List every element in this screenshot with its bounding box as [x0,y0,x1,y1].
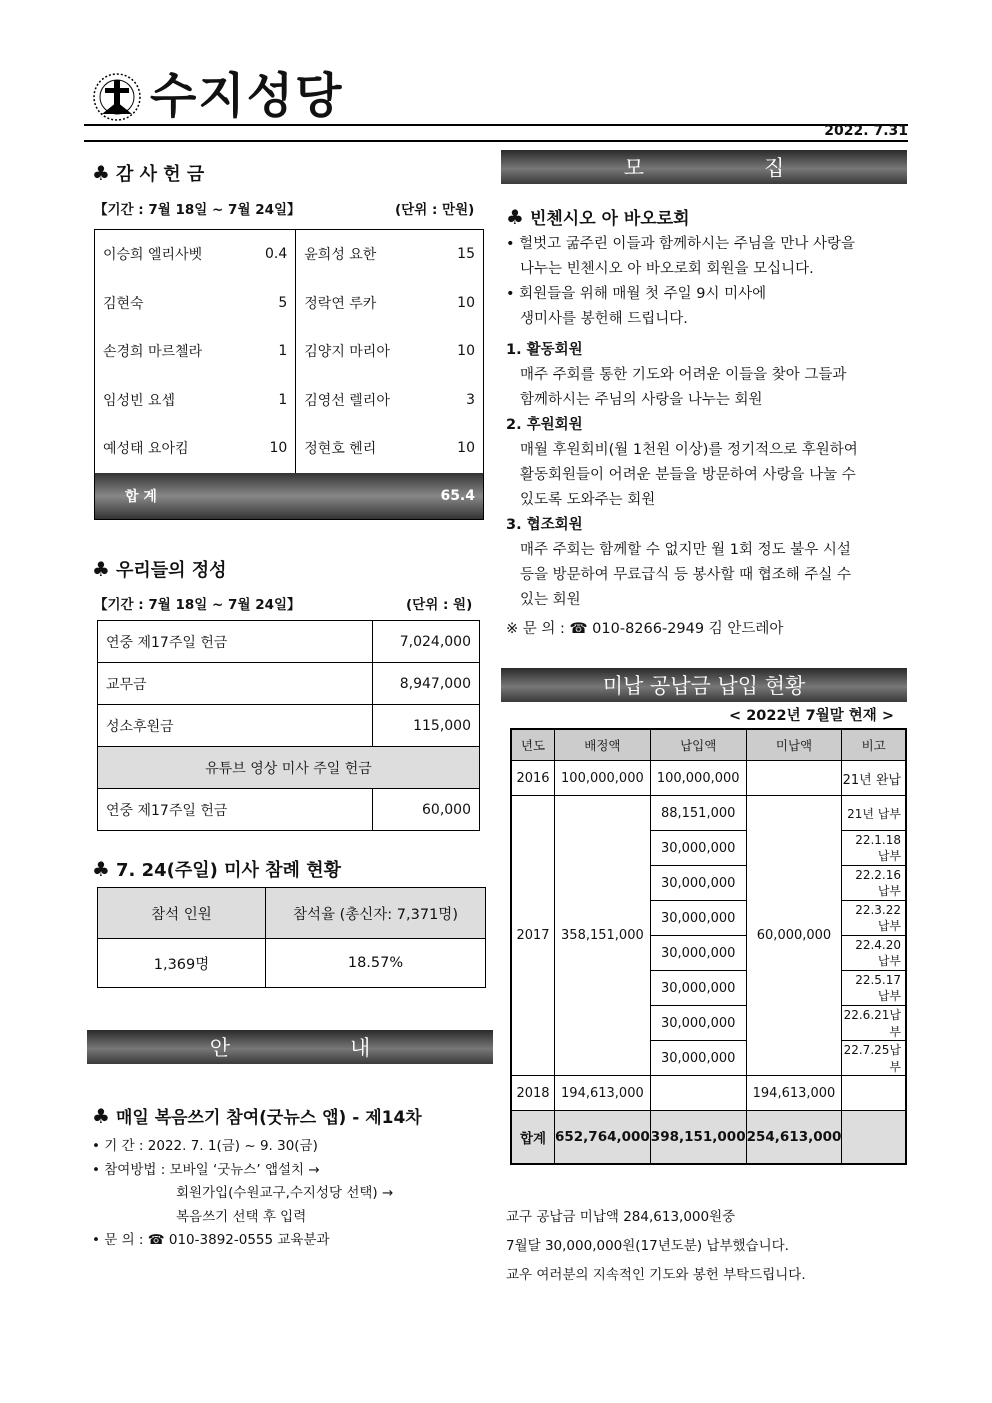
dues-paid [650,1076,746,1111]
dues-year: 2018 [511,1076,555,1111]
notice-bar-right: 내 [350,1036,371,1060]
dues-unpaid [746,761,842,796]
dues-footer-line: 교우 여러분의 지속적인 기도와 봉헌 부탁드립니다. [506,1267,806,1283]
donor-name: 이승희 엘리사벳 [103,247,203,264]
notice-line: • 참여방법 : 모바일 ‘굿뉴스’ 앱설치 → [92,1159,393,1183]
donor-name: 김영선 렐리아 [296,375,433,423]
thanks-table [94,229,484,520]
dues-paid: 88,151,000 [650,796,746,831]
offering-label: 성소후원금 [98,705,373,747]
dues-col-paid: 납입액 [650,729,746,761]
table-row [511,796,906,831]
donor-amount: 10 [269,440,288,457]
dues-paid: 30,000,000 [650,1041,746,1076]
donor-amount: 10 [457,440,475,457]
donor-amount: 0.4 [265,246,288,263]
donor-name: 예성태 요아킴 [103,441,189,458]
dues-note [842,1076,906,1111]
dues-footer [506,1203,806,1290]
club-icon: ♣ [92,1104,110,1128]
dues-total-note [842,1111,906,1165]
offering-unit: (단위 : 원) [406,597,473,613]
recruit-bar-right: 집 [764,156,785,180]
dues-assigned: 194,613,000 [555,1076,651,1111]
member-type-desc: 매주 주회는 함께할 수 없지만 월 1회 정도 불우 시설 [520,542,851,558]
notice-line: • 문 의 : ☎ 010-3892-0555 교육분과 [92,1229,393,1253]
club-icon: ♣ [92,557,110,581]
offering-period: 【기간 : 7월 18일 ~ 7월 24일】 [94,597,301,613]
donor-name: 정락연 루카 [296,279,433,327]
attendance-table [97,887,486,988]
dues-unpaid: 60,000,000 [746,796,842,1076]
thanks-unit: (단위 : 만원) [395,202,475,218]
recruit-line: • 회원들을 위해 매월 첫 주일 9시 미사에 [506,282,901,307]
dues-note: 22.5.17 납부 [842,971,906,1006]
donor-amount: 1 [278,391,288,408]
dues-assigned: 358,151,000 [555,796,651,1076]
total-value: 65.4 [432,473,483,520]
header-rule [84,124,908,142]
recruit-line: 생미사를 봉헌해 드립니다. [520,311,688,327]
donor-name: 손경희 마르첼라 [103,344,203,361]
notice-line: 복음쓰기 선택 후 입력 [176,1208,307,1225]
table-row [98,621,480,663]
dues-year: 2016 [511,761,555,796]
recruit-line: 나누는 빈첸시오 아 바오로회 회원을 모십니다. [520,261,814,277]
attendance-col2: 참석율 (총신자: 7,371명) [266,888,486,939]
dues-bar [501,668,907,702]
thanks-heading: ♣ 감 사 헌 금 [92,161,205,185]
table-row [98,663,480,705]
dues-footer-line: 7월달 30,000,000원(17년도분) 납부했습니다. [506,1238,789,1254]
dues-total-label: 합계 [511,1111,555,1165]
recruit-body [506,232,901,642]
dues-unpaid: 194,613,000 [746,1076,842,1111]
member-type-desc: 매월 후원회비(월 1천원 이상)를 정기적으로 후원하여 [520,442,858,458]
donor-amount: 10 [457,343,475,360]
club-icon: ♣ [92,857,110,881]
member-type-desc: 매주 주회를 통한 기도와 어려운 이들을 찾아 그들과 [520,367,847,383]
dues-note: 22.4.20 납부 [842,936,906,971]
member-type-desc: 등을 방문하여 무료급식 등 봉사할 때 협조해 주실 수 [520,567,852,583]
table-row [95,424,484,473]
youtube-row-value: 60,000 [373,789,480,831]
church-logo-icon [92,72,142,122]
offering-value: 115,000 [373,705,480,747]
notice-bar [87,1030,493,1064]
dues-col-unpaid: 미납액 [746,729,842,761]
dues-note: 22.3.22 납부 [842,901,906,936]
table-row [98,789,480,831]
total-label: 합 계 [95,473,433,520]
dues-paid: 30,000,000 [650,901,746,936]
thanks-period: 【기간 : 7월 18일 ~ 7월 24일】 [94,202,301,218]
notice-heading: ♣ 매일 복음쓰기 참여(굿뉴스 앱) - 제14차 [92,1104,422,1128]
issue-date: 2022. 7.31 [824,123,908,139]
recruit-contact: ※ 문 의 : ☎ 010-8266-2949 김 안드레아 [506,621,784,637]
offering-label: 연중 제17주일 헌금 [98,621,373,663]
member-type-desc: 있도록 도와주는 회원 [520,492,656,508]
member-type-title: 3. 협조회원 [506,517,583,533]
dues-paid: 100,000,000 [650,761,746,796]
donor-amount: 1 [278,343,288,360]
table-row [98,705,480,747]
dues-total-unpaid: 254,613,000 [746,1111,842,1165]
donor-name: 김현숙 [103,295,144,312]
thanks-total-row [95,473,484,520]
dues-note: 22.2.16 납부 [842,866,906,901]
attendance-heading: ♣ 7. 24(주일) 미사 참례 현황 [92,857,341,881]
table-row [95,375,484,423]
dues-bar-title: 미납 공납금 납입 현황 [602,674,806,698]
notice-line: 회원가입(수원교구,수지성당 선택) → [176,1185,394,1201]
attendance-col1: 참석 인원 [98,888,266,939]
dues-paid: 30,000,000 [650,971,746,1006]
member-type-desc: 활동회원들이 어려운 분들을 방문하여 사랑을 나눌 수 [520,467,856,483]
donor-name: 임성빈 요셉 [103,392,176,409]
dues-header-row [511,729,906,761]
dues-col-assigned: 배정액 [555,729,651,761]
member-type-desc: 있는 회원 [520,592,581,608]
club-icon: ♣ [506,205,524,229]
donor-name: 정현호 헨리 [296,424,433,473]
table-row [95,279,484,327]
donor-amount: 15 [457,246,475,263]
donor-name: 김양지 마리아 [296,327,433,375]
table-row [95,230,484,279]
dues-col-note: 비고 [842,729,906,761]
dues-paid: 30,000,000 [650,1006,746,1041]
offering-heading: ♣ 우리들의 정성 [92,557,227,581]
table-row [511,1076,906,1111]
recruit-bar [501,150,907,184]
notice-line: • 기 간 : 2022. 7. 1(금) ~ 9. 30(금) [92,1135,393,1159]
recruit-bar-left: 모 [623,156,644,180]
youtube-label: 유튜브 영상 미사 주일 헌금 [98,747,480,789]
youtube-header-row [98,747,480,789]
dues-paid: 30,000,000 [650,936,746,971]
dues-total-row [511,1111,906,1165]
dues-footer-line: 교구 공납금 미납액 284,613,000원중 [506,1209,736,1225]
notice-bar-left: 안 [209,1036,230,1060]
donor-amount: 5 [278,294,288,311]
recruit-line: • 헐벗고 굶주린 이들과 함께하시는 주님을 만나 사랑을 [506,232,901,257]
offering-value: 8,947,000 [373,663,480,705]
dues-total-paid: 398,151,000 [650,1111,746,1165]
notice-body [92,1135,393,1253]
dues-paid: 30,000,000 [650,866,746,901]
offering-table [97,620,480,831]
recruit-heading: ♣ 빈첸시오 아 바오로회 [506,205,690,229]
attendance-rate: 18.57% [266,939,486,988]
donor-name: 윤희성 요한 [296,230,433,279]
member-type-desc: 함께하시는 주님의 사랑을 나누는 회원 [520,392,763,408]
dues-table [510,728,907,1165]
dues-note: 21년 납부 [842,796,906,831]
dues-note: 22.6.21납부 [842,1006,906,1041]
member-type-title: 2. 후원회원 [506,417,583,433]
dues-total-assigned: 652,764,000 [555,1111,651,1165]
club-icon: ♣ [92,161,110,185]
dues-col-year: 년도 [511,729,555,761]
dues-assigned: 100,000,000 [555,761,651,796]
member-type-title: 1. 활동회원 [506,342,583,358]
dues-asof: < 2022년 7월말 현재 > [729,708,894,724]
attendance-count: 1,369명 [98,939,266,988]
page-title: 수지성당 [150,68,344,124]
offering-label: 교무금 [98,663,373,705]
table-row [511,761,906,796]
dues-note: 22.7.25납부 [842,1041,906,1076]
donor-amount: 3 [466,391,475,408]
offering-value: 7,024,000 [373,621,480,663]
table-row [95,327,484,375]
dues-paid: 30,000,000 [650,831,746,866]
dues-year: 2017 [511,796,555,1076]
dues-note: 22.1.18 납부 [842,831,906,866]
dues-note: 21년 완납 [842,761,906,796]
youtube-row-label: 연중 제17주일 헌금 [98,789,373,831]
donor-amount: 10 [457,294,475,311]
